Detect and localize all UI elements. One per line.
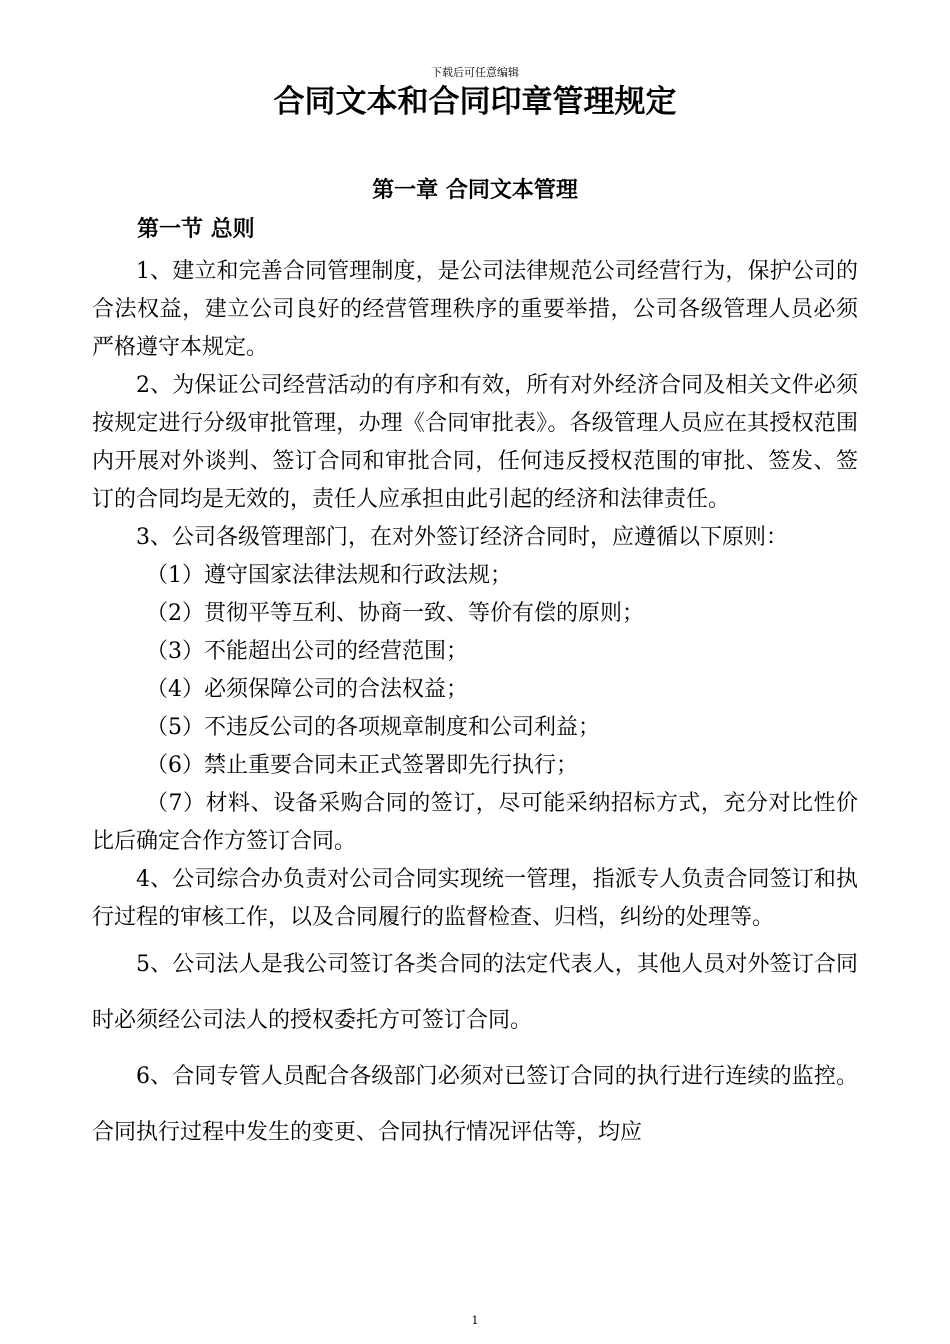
principle-item-6: （6）禁止重要合同未正式签署即先行执行； <box>146 753 578 778</box>
principle-item-2: （2）贯彻平等互利、协商一致、等价有偿的原则； <box>146 601 644 626</box>
paragraph-2: 2、为保证公司经营活动的有序和有效，所有对外经济合同及相关文件必须按规定进行分级审批管理，办理《合同审批表》。各级管理人员应在其授权范围内开展对外谈判、签订合同和审批合同，任何违反授权范围的审批、签发、签订的合同均是无效的，责任人应承担由此引起的经济和法律责任。 <box>92 373 858 512</box>
section-title: 第一节 总则 <box>137 217 255 242</box>
paragraph-3: 3、公司各级管理部门，在对外签订经济合同时，应遵循以下原则： <box>136 525 788 550</box>
principle-item-7: （7）材料、设备采购合同的签订，尽可能采纳招标方式，充分对比性价比后确定合作方签订合同。 <box>92 791 858 854</box>
paragraph-1: 1、建立和完善合同管理制度，是公司法律规范公司经营行为，保护公司的合法权益，建立公司良好的经营管理秩序的重要举措，公司各级管理人员必须严格遵守本规定。 <box>92 259 858 360</box>
paragraph-4: 4、公司综合办负责对公司合同实现统一管理，指派专人负责合同签订和执行过程的审核工作，以及合同履行的监督检查、归档，纠纷的处理等。 <box>92 867 858 930</box>
principle-item-5: （5）不违反公司的各项规章制度和公司利益； <box>146 715 600 740</box>
document-title: 合同文本和合同印章管理规定 <box>273 84 677 120</box>
header-note: 下载后可任意编辑 <box>431 66 519 79</box>
chapter-title: 第一章 合同文本管理 <box>372 178 578 203</box>
principle-item-3: （3）不能超出公司的经营范围； <box>146 639 468 664</box>
principle-item-4: （4）必须保障公司的合法权益； <box>146 677 468 702</box>
paragraph-5: 5、公司法人是我公司签订各类合同的法定代表人，其他人员对外签订合同时必须经公司法人的授权委托方可签订合同。 <box>92 952 858 1033</box>
page-number: 1 <box>471 1314 479 1327</box>
document-body <box>92 253 858 1161</box>
paragraph-6: 6、合同专管人员配合各级部门必须对已签订合同的执行进行连续的监控。合同执行过程中发生的变更、合同执行情况评估等，均应 <box>92 1064 858 1145</box>
principle-item-1: （1）遵守国家法律法规和行政法规； <box>146 563 512 588</box>
